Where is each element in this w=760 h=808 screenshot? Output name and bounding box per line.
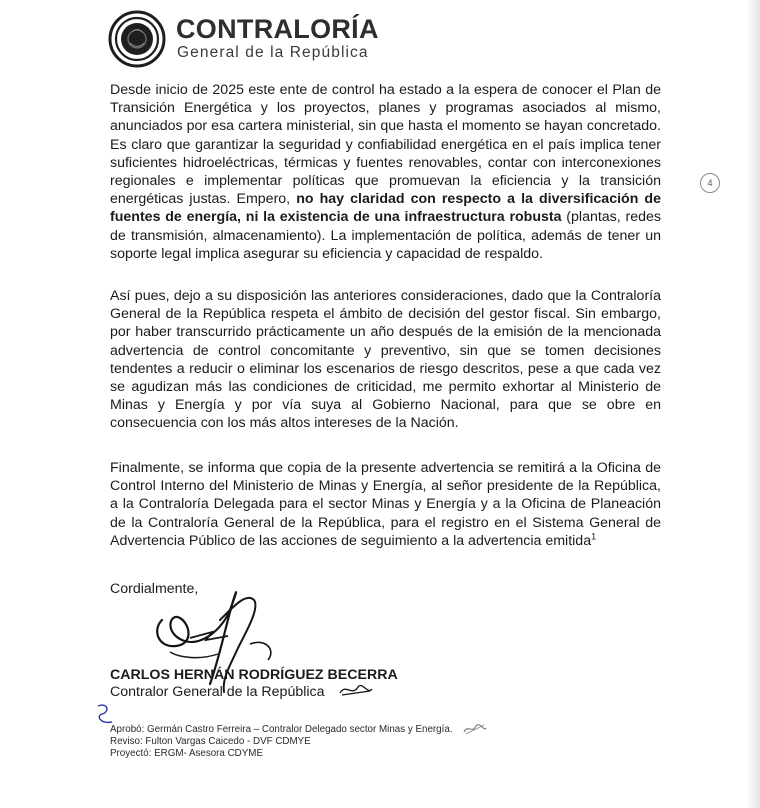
approval-line: Proyectó: ERGM- Asesora CDYME [110, 748, 263, 760]
emphasis-text: no hay claridad con respecto a la diversificación de fuentes de energía, ni la existencia de una infraestructura robusta [110, 191, 661, 226]
signer-name: CARLOS HERNÁN RODRÍGUEZ BECERRA [110, 667, 398, 683]
closing-salutation: Cordialmente, [110, 581, 199, 597]
initials-mark [338, 681, 374, 699]
page-edge-shadow [746, 0, 760, 808]
approval-initials-mark [462, 722, 488, 736]
brand-subtitle: General de la República [177, 44, 369, 61]
paragraph-text: (plantas, redes de transmisión, almacenamiento). La implementación de política, además de tener un soporte legal implica asegurar su eficiencia y capacidad de respaldo. [110, 209, 661, 262]
pen-mark [92, 702, 116, 728]
paragraph-considerations: Así pues, dejo a su disposición las anteriores consideraciones, dado que la Contraloría General de la República respeta el ámbito de decisión del gestor fiscal. Sin embargo, por haber transcurrido prácticamente un año después de la emisión de la mencionada advertencia de control concomitante y preventivo, sin que se tomen decisiones tendentes a reducir o eliminar los escenarios de riesgo descritos, pese a que cada vez se agudizan más las condiciones de criticidad, me permito exhortar al Ministerio de Minas y Energía y por vía suya al Gobierno Nacional, para que se obre en consecuencia con los más altos intereses de la Nación. [110, 288, 661, 432]
paragraph-text: Desde inicio de 2025 este ente de control ha estado a la espera de conocer el Plan de Transición Energética y los proyectos, planes y programas asociados al mismo, anunciados por esa cartera ministerial, sin que hasta el momento se hayan concretado. Es claro que garantizar la seguridad y confiabilidad energética en el país implica tener suficientes hidroeléctricas, térmicas y fuentes renovables, contar con interconexiones regionales e implementar políticas que promuevan la eficiencia y la transición energéticas justas. Empero, [110, 82, 661, 208]
page-number-marker: 4 [700, 173, 720, 193]
contraloria-seal-icon [108, 10, 166, 68]
signer-title: Contralor General de la República [110, 684, 325, 700]
approval-line: Aprobó: Germán Castro Ferreira – Contralor Delegado sector Minas y Energía. [110, 724, 453, 735]
paragraph-text: Finalmente, se informa que copia de la presente advertencia se remitirá a la Oficina de Control Interno del Ministerio de Minas y Energía, al señor presidente de la República, a la Contraloría Delegada para el sector Minas y Energía y a la Oficina de Planeación de la Contraloría General de la República, para el registro en el Sistema General de Advertencia Público de las acciones de seguimiento a la advertencia emitida [110, 460, 661, 549]
brand-name: CONTRALORÍA [176, 14, 379, 44]
paragraph-copies [110, 459, 661, 550]
approval-line: Reviso: Fulton Vargas Caicedo - DVF CDMYE [110, 736, 311, 748]
footnote-marker: 1 [591, 531, 597, 542]
paragraph-transition-plan [110, 81, 661, 263]
approvals-block [110, 724, 453, 761]
